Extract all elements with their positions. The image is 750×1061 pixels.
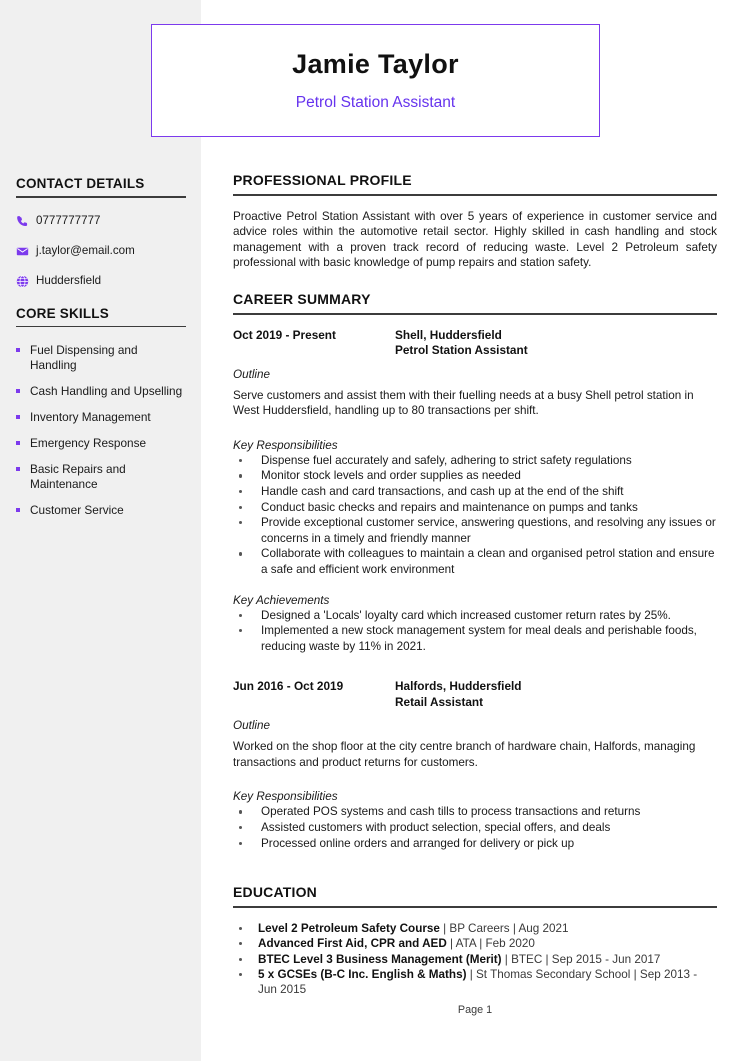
page-number-label: Page 1 xyxy=(457,1004,493,1016)
skill-item xyxy=(16,503,187,518)
responsibilities-label: Key Responsibilities xyxy=(233,438,338,452)
contact-heading-rule xyxy=(16,196,186,198)
education-heading: EDUCATION xyxy=(233,884,317,901)
skill-item xyxy=(16,410,187,425)
job-dates: Oct 2019 - Present xyxy=(233,327,336,342)
job-company: Halfords, Huddersfield xyxy=(395,679,522,694)
job-company-role xyxy=(395,679,522,710)
job-role: Retail Assistant xyxy=(395,694,484,709)
education-details: | BTEC | Sep 2015 - Jun 2017 xyxy=(501,952,661,966)
career-summary-heading: CAREER SUMMARY xyxy=(233,290,371,307)
job-header xyxy=(233,679,717,710)
skill-item xyxy=(16,384,187,399)
spacer xyxy=(233,867,717,884)
education-heading-rule xyxy=(233,906,717,908)
skill-label: Cash Handling and Upselling xyxy=(30,384,183,399)
list-item: Designed a 'Locals' loyalty card which increased customer return rates by 25%. xyxy=(233,608,717,624)
square-bullet-icon xyxy=(16,384,30,393)
core-skills-heading: CORE SKILLS xyxy=(16,305,109,321)
education-list xyxy=(233,921,717,998)
skill-item xyxy=(16,462,187,492)
candidate-name: Jamie Taylor xyxy=(292,49,459,79)
responsibilities-list xyxy=(233,804,717,851)
globe-icon xyxy=(16,274,36,288)
job-dates: Jun 2016 - Oct 2019 xyxy=(233,679,344,694)
list-item xyxy=(233,967,717,998)
education-details: | BP Careers | Aug 2021 xyxy=(439,921,569,935)
education-qualification: Advanced First Aid, CPR and AED xyxy=(258,937,447,951)
square-bullet-icon xyxy=(16,410,30,419)
envelope-icon xyxy=(16,244,36,258)
list-item: Provide exceptional customer service, answering questions, and resolving any issues or concerns in a timely and friendly manner xyxy=(233,515,717,546)
list-item xyxy=(233,936,717,951)
list-item: Collaborate with colleagues to maintain a clean and organised petrol station and ensure a safe and efficient work environment xyxy=(233,546,717,577)
contact-location-value: Huddersfield xyxy=(36,273,102,287)
responsibilities-list xyxy=(233,453,717,578)
contact-details-heading: CONTACT DETAILS xyxy=(16,176,145,191)
sidebar xyxy=(0,0,201,1061)
candidate-header-box xyxy=(151,24,600,137)
list-item: Processed online orders and arranged for delivery or pick up xyxy=(233,836,717,852)
skill-label: Basic Repairs and Maintenance xyxy=(30,462,126,492)
profile-heading-rule xyxy=(233,194,717,196)
professional-profile-text: Proactive Petrol Station Assistant with over 5 years of experience in customer service and advice roles within the automotive retail sector. Highly skilled in cash handling and stock management with a proven track record of reducing waste. Level 2 Petroleum safety professional with basic knowledge of pump repairs and station safety. xyxy=(233,209,717,270)
skill-label: Customer Service xyxy=(30,503,124,518)
list-item: Monitor stock levels and order supplies as needed xyxy=(233,468,717,484)
contact-email-value: j.taylor@email.com xyxy=(36,243,135,257)
job-entry xyxy=(233,679,717,851)
job-outline-text: Worked on the shop floor at the city centre branch of hardware chain, Halfords, managing transactions and product returns for customers. xyxy=(233,740,696,769)
list-item: Conduct basic checks and repairs and maintenance on pumps and tanks xyxy=(233,500,717,516)
education-details: | ATA | Feb 2020 xyxy=(446,937,535,951)
education-qualification: Level 2 Petroleum Safety Course xyxy=(258,921,440,935)
square-bullet-icon xyxy=(16,343,30,352)
education-qualification: BTEC Level 3 Business Management (Merit) xyxy=(258,952,502,966)
achievements-list xyxy=(233,608,717,655)
list-item: Assisted customers with product selection, special offers, and deals xyxy=(233,820,717,836)
square-bullet-icon xyxy=(16,462,30,471)
core-skills-section xyxy=(16,306,187,519)
professional-profile-heading: PROFESSIONAL PROFILE xyxy=(233,172,412,188)
list-item: Implemented a new stock management system for meal deals and perishable foods, reducing waste by 11% in 2021. xyxy=(233,623,717,654)
main-content xyxy=(233,172,717,1014)
contact-phone-value: 0777777777 xyxy=(36,213,101,227)
education-details: | St Thomas Secondary School | Sep 2013 - Jun 2015 xyxy=(258,968,698,997)
list-item: Handle cash and card transactions, and cash up at the end of the shift xyxy=(233,484,717,500)
outline-label: Outline xyxy=(233,367,271,381)
spacer xyxy=(233,670,717,679)
phone-icon xyxy=(16,214,36,228)
job-company-role xyxy=(395,328,528,359)
job-role: Petrol Station Assistant xyxy=(395,343,528,358)
career-heading-rule xyxy=(233,313,717,315)
skill-item xyxy=(16,436,187,451)
skill-label: Fuel Dispensing and Handling xyxy=(30,343,138,373)
page-footer xyxy=(233,1004,717,1016)
contact-item-email[interactable] xyxy=(16,244,187,258)
job-header xyxy=(233,328,717,359)
square-bullet-icon xyxy=(16,503,30,512)
skill-label: Emergency Response xyxy=(30,436,147,451)
core-skills-heading-rule xyxy=(16,326,186,328)
contact-item-phone[interactable] xyxy=(16,214,187,228)
skill-item xyxy=(16,343,187,373)
responsibilities-label: Key Responsibilities xyxy=(233,790,338,804)
candidate-job-title: Petrol Station Assistant xyxy=(295,94,456,111)
achievements-label: Key Achievements xyxy=(233,593,330,607)
list-item: Dispense fuel accurately and safely, adhering to strict safety regulations xyxy=(233,453,717,469)
square-bullet-icon xyxy=(16,436,30,445)
list-item: Operated POS systems and cash tills to process transactions and returns xyxy=(233,804,717,820)
contact-item-location[interactable] xyxy=(16,274,187,288)
education-qualification: 5 x GCSEs (B-C Inc. English & Maths) xyxy=(258,968,467,982)
skill-label: Inventory Management xyxy=(30,410,151,425)
job-company: Shell, Huddersfield xyxy=(395,327,502,342)
list-item xyxy=(233,952,717,967)
job-outline-text: Serve customers and assist them with their fuelling needs at a busy Shell petrol station in West Huddersfield, handling up to 80 transactions per shift. xyxy=(233,388,694,418)
outline-label: Outline xyxy=(233,719,271,733)
job-entry xyxy=(233,328,717,655)
list-item xyxy=(233,921,717,936)
